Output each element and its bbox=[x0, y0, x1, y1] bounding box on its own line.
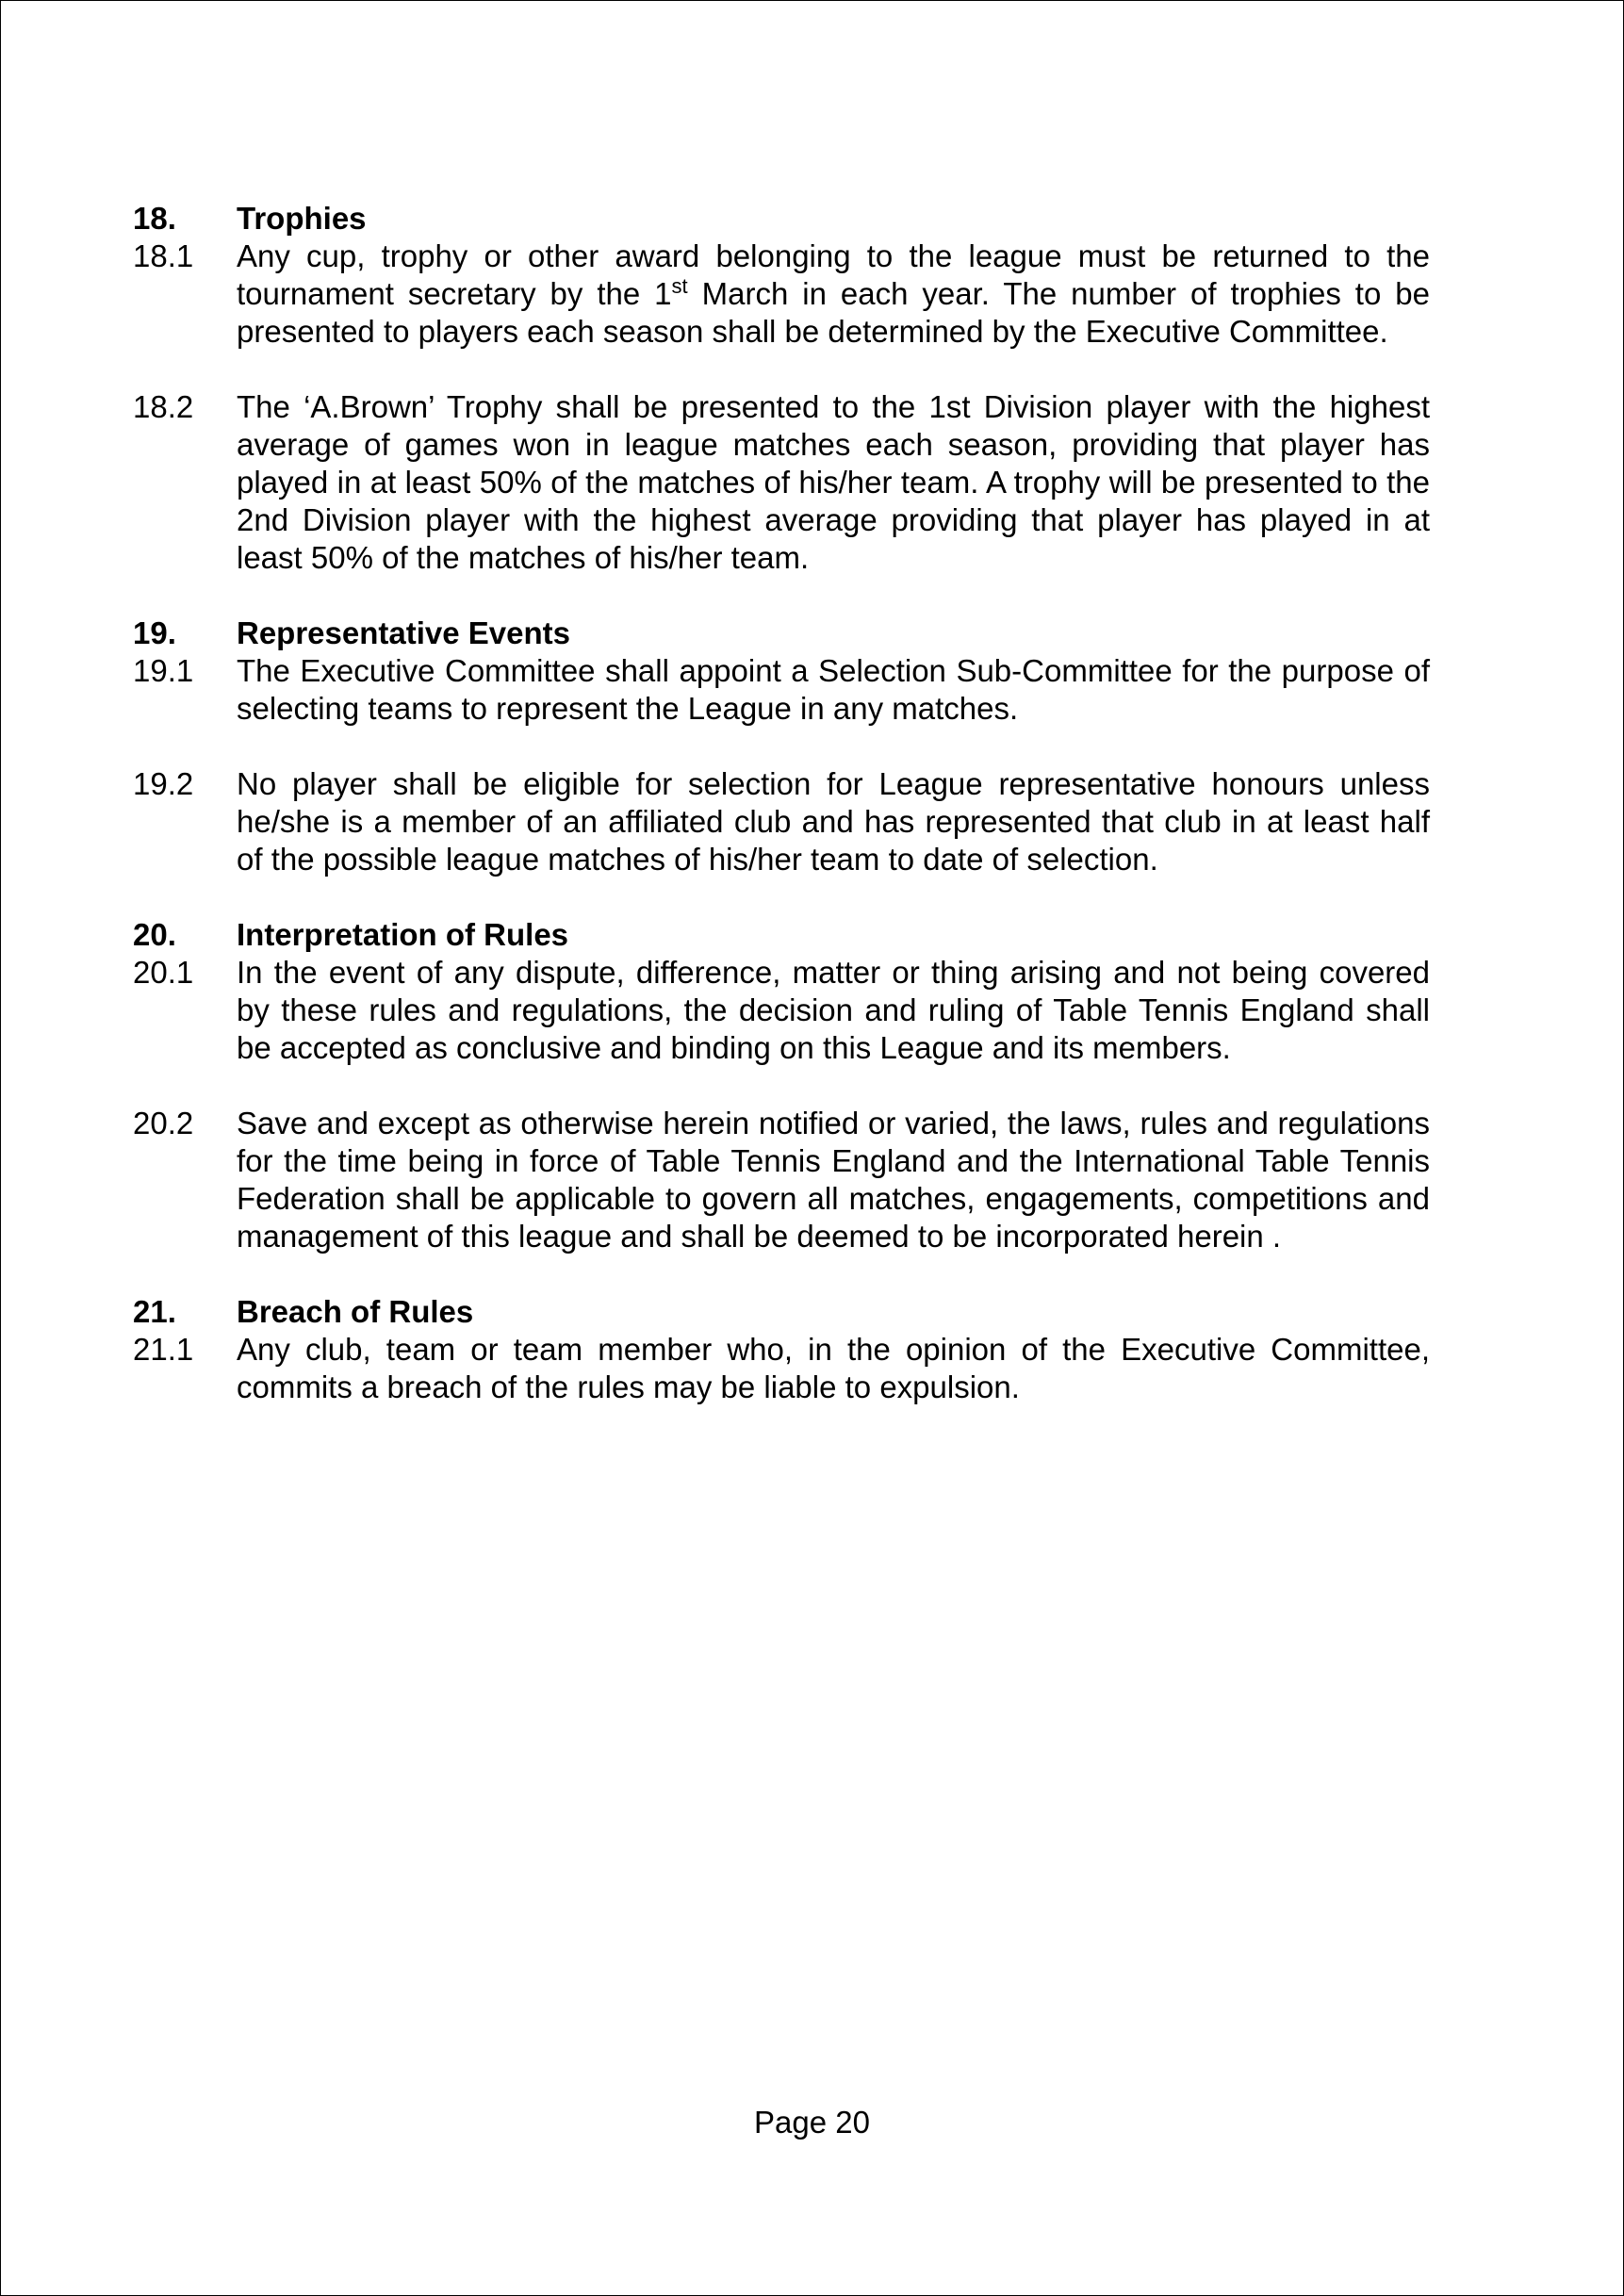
section-trophies bbox=[133, 200, 1430, 577]
section-heading bbox=[133, 615, 1430, 652]
clause-number: 20.1 bbox=[133, 955, 194, 990]
clause-number: 18.2 bbox=[133, 389, 194, 424]
clause-text: The Executive Committee shall appoint a Selection Sub-Committee for the purpose of selecting teams to represent the League in any matches. bbox=[237, 653, 1430, 726]
clause-19-2 bbox=[133, 765, 1430, 878]
clause-19-1 bbox=[133, 652, 1430, 728]
section-number: 18. bbox=[133, 201, 176, 236]
section-number: 21. bbox=[133, 1294, 176, 1329]
clause-number: 19.1 bbox=[133, 653, 194, 688]
section-title: Trophies bbox=[237, 201, 367, 236]
document-body bbox=[133, 200, 1430, 1444]
clause-20-1 bbox=[133, 954, 1430, 1067]
clause-text: In the event of any dispute, difference, matter or thing arising and not being covered by these rules and regulations, the decision and ruling of Table Tennis England shall be accepted as conclusive and binding on this League and its members. bbox=[237, 955, 1430, 1065]
clause-text: No player shall be eligible for selection for League representative honours unless he/she is a member of an affiliated club and has represented that club in at least half of the possible league matches of his/her team to date of selection. bbox=[237, 766, 1430, 877]
clause-text bbox=[237, 238, 1430, 351]
section-representative-events bbox=[133, 615, 1430, 878]
page-number: Page 20 bbox=[754, 2105, 870, 2140]
section-number: 19. bbox=[133, 615, 176, 650]
clause-text: Any club, team or team member who, in the opinion of the Executive Committee, commits a breach of the rules may be liable to expulsion. bbox=[237, 1332, 1430, 1404]
clause-21-1 bbox=[133, 1331, 1430, 1406]
section-heading bbox=[133, 916, 1430, 954]
clause-20-2 bbox=[133, 1105, 1430, 1255]
clause-18-2 bbox=[133, 388, 1430, 577]
clause-number: 19.2 bbox=[133, 766, 194, 801]
section-title: Breach of Rules bbox=[237, 1294, 474, 1329]
section-title: Interpretation of Rules bbox=[237, 917, 569, 952]
section-heading bbox=[133, 200, 1430, 238]
clause-number: 21.1 bbox=[133, 1332, 194, 1367]
clause-number: 18.1 bbox=[133, 238, 194, 273]
section-number: 20. bbox=[133, 917, 176, 952]
clause-text: Save and except as otherwise herein notified or varied, the laws, rules and regulations for the time being in force of Table Tennis England and the International Table Tennis Federation shall be applicable to govern all matches, engagements, competitions and management of this league and shall be deemed to be incorporated herein . bbox=[237, 1106, 1430, 1254]
section-breach-of-rules bbox=[133, 1293, 1430, 1406]
clause-18-1 bbox=[133, 238, 1430, 351]
ordinal-superscript: st bbox=[671, 274, 688, 298]
section-title: Representative Events bbox=[237, 615, 570, 650]
clause-text-part: Any cup, trophy or other award belonging to the league must be returned to the tournament secretary by the 1 bbox=[237, 238, 1430, 311]
clause-text: The ‘A.Brown’ Trophy shall be presented to the 1st Division player with the highest average of games won in league matches each season, providing that player has played in at least 50% of the matches of his/her team. A trophy will be presented to the 2nd Division player with the highest average providing that player has played in at least 50% of the matches of his/her team. bbox=[237, 389, 1430, 575]
section-heading bbox=[133, 1293, 1430, 1331]
clause-number: 20.2 bbox=[133, 1106, 194, 1140]
clause-text-part: March in each year. The number of trophies to be presented to players each season shall be determined by the Executive Committee. bbox=[237, 276, 1430, 349]
section-interpretation-of-rules bbox=[133, 916, 1430, 1255]
